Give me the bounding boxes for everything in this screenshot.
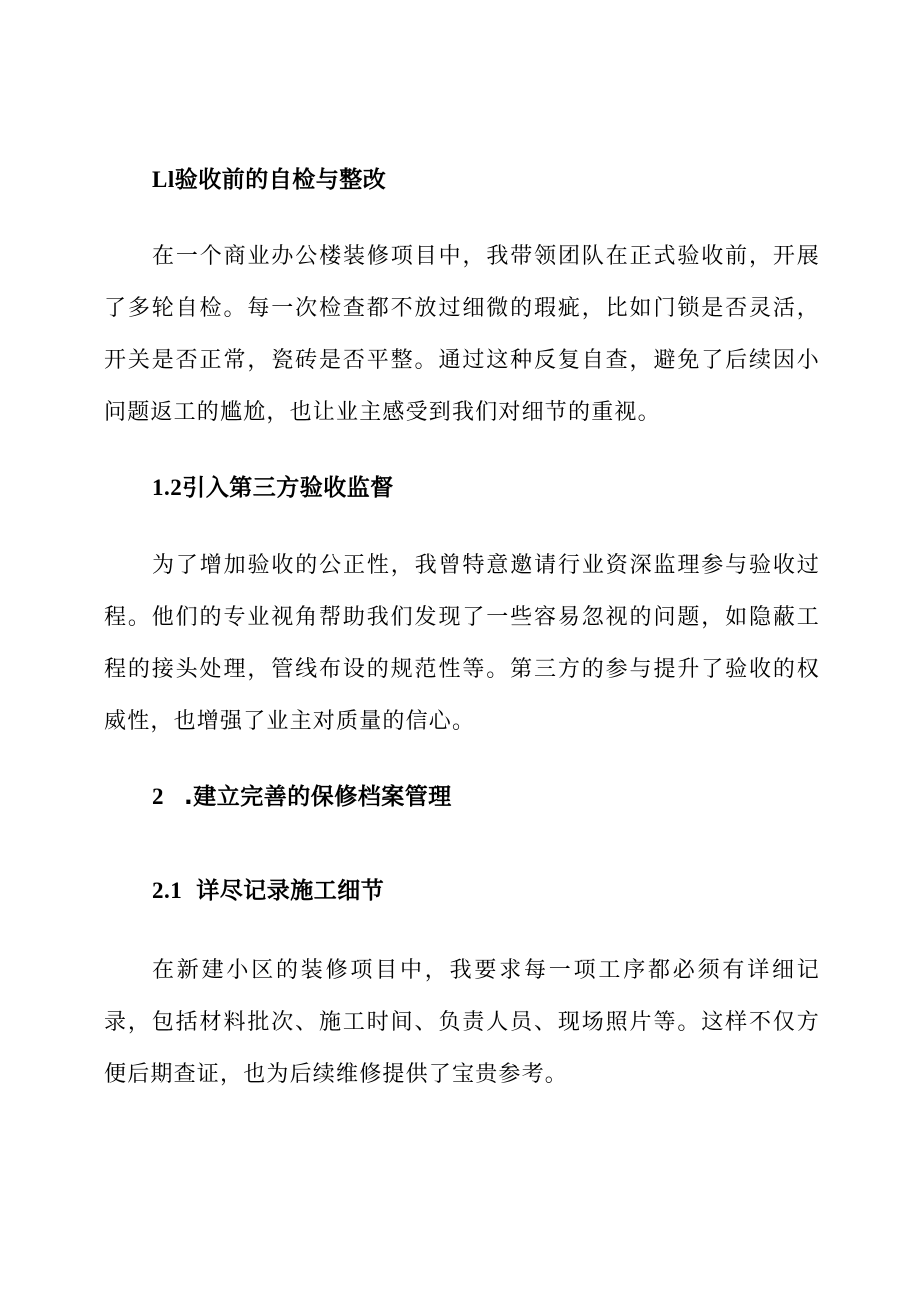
section-heading-1-2 — [152, 474, 394, 502]
section-heading-1-1 — [152, 166, 386, 194]
heading-number-suffix: l — [167, 167, 175, 192]
heading-text: 验收前的自检与整改 — [174, 167, 387, 193]
heading-number: 2.1 — [152, 878, 183, 903]
heading-number: L — [152, 167, 168, 192]
heading-text: 详尽记录施工细节 — [196, 878, 385, 904]
section-paragraph-1-2: 为了增加验收的公正性，我曾特意邀请行业资深监理参与验收过程。他们的专业视角帮助我们发现了一些容易忽视的问题，如隐蔽工程的接头处理，管线布设的规范性等。第三方的参与提升了验收的权威性，也增强了业主对质量的信心。 — [104, 553, 820, 734]
heading-text: .建立完善的保修档案管理 — [184, 784, 452, 810]
heading-text: 引入第三方验收监督 — [182, 475, 394, 501]
section-heading-2-1 — [152, 877, 384, 905]
section-paragraph-2-1: 在新建小区的装修项目中，我要求每一项工序都必须有详细记录，包括材料批次、施工时间、负责人员、现场照片等。这样不仅方便后期查证，也为后续维修提供了宝贵参考。 — [104, 958, 820, 1087]
section-paragraph-1-1: 在一个商业办公楼装修项目中，我带领团队在正式验收前，开展了多轮自检。每一次检查都不放过细微的瑕疵，比如门锁是否灵活，开关是否正常，瓷砖是否平整。通过这种反复自查，避免了后续因小问题返工的尴尬，也让业主感受到我们对细节的重视。 — [104, 244, 820, 425]
section-heading-2 — [152, 783, 452, 811]
heading-number: 1.2 — [152, 475, 183, 500]
heading-number: 2 — [152, 784, 164, 809]
